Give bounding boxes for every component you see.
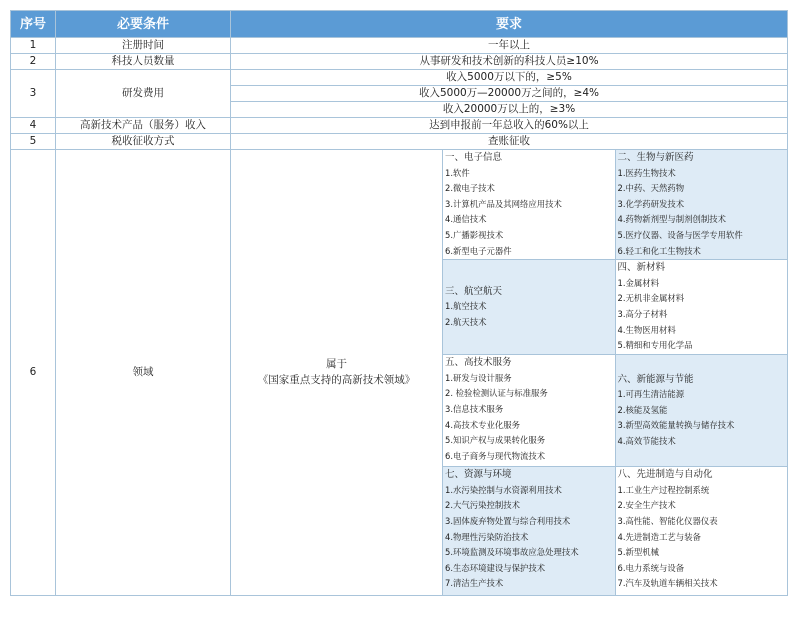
cell-serial: 4: [11, 118, 56, 134]
domain-item: 6.电子商务与现代物流技术: [445, 450, 546, 461]
domain-title: 二、生物与新医药: [617, 152, 694, 163]
cell-serial: 3: [11, 70, 56, 118]
domain-title: 四、新材料: [617, 262, 666, 274]
domain-item: 2.微电子技术: [445, 183, 495, 194]
requirements-table-wrapper: [10, 10, 788, 596]
cell-serial: 1: [11, 38, 56, 54]
domain-item: 2.安全生产技术: [617, 500, 676, 511]
cell-requirement: 查账征收: [231, 134, 788, 150]
table-row: [11, 118, 788, 134]
domain-item: 2.核能及氢能: [617, 404, 668, 415]
domain-item: 4.高效节能技术: [617, 436, 676, 447]
cell-serial: 5: [11, 134, 56, 150]
domain-title: 一、电子信息: [445, 152, 503, 163]
domain-block: [615, 355, 787, 467]
cell-requirement: 从事研发和技术创新的科技人员≥10%: [231, 54, 788, 70]
belong-catalog: 《国家重点支持的高新技术领域》: [257, 374, 416, 387]
header-requirement: 要求: [231, 11, 788, 38]
domain-item: 1.金属材料: [617, 277, 659, 288]
requirements-table: [10, 10, 788, 596]
header-condition: 必要条件: [56, 11, 231, 38]
domain-title: 三、航空航天: [445, 285, 503, 297]
domain-item: 2.无机非金属材料: [617, 293, 685, 304]
domain-item: 3.新型高效能量转换与储存技术: [617, 420, 735, 431]
domain-title: 七、资源与环境: [445, 469, 512, 481]
domain-item: 2.中药、天然药物: [617, 183, 685, 194]
cell-requirement: 达到申报前一年总收入的60%以上: [231, 118, 788, 134]
cell-condition: 领域: [56, 150, 231, 596]
domain-item: 1.航空技术: [445, 301, 487, 312]
table-row: [11, 70, 788, 86]
domain-item: 6.电力系统与设备: [617, 562, 685, 573]
domain-block: [443, 467, 615, 595]
domain-item: 2.航天技术: [445, 316, 487, 327]
belong-label: 属于: [326, 358, 347, 371]
cell-requirement: 收入5000万以下的，≥5%: [231, 70, 788, 86]
table-row: [11, 134, 788, 150]
domain-block: [443, 355, 615, 467]
domain-title: 五、高技术服务: [445, 357, 512, 369]
cell-condition: 注册时间: [56, 38, 231, 54]
domain-block: [615, 467, 787, 595]
domain-item: 2. 检验检测认证与标准服务: [445, 388, 548, 399]
cell-requirement: [231, 150, 443, 596]
domain-title: 八、先进制造与自动化: [617, 469, 713, 481]
domain-item: 4.高技术专业化服务: [445, 419, 520, 430]
domain-item: 1.工业生产过程控制系统: [617, 484, 710, 495]
domain-item: 5.知识产权与成果转化服务: [445, 435, 546, 446]
domain-grid-cell: [443, 150, 788, 596]
domain-item: 1.研发与设计服务: [445, 372, 512, 383]
domain-block: [615, 150, 787, 260]
domain-item: 6.轻工和化工生物技术: [617, 245, 701, 256]
domain-item: 4.物理性污染防治技术: [445, 531, 529, 542]
domain-item: 6.新型电子元器件: [445, 245, 512, 256]
header-serial: 序号: [11, 11, 56, 38]
domain-item: 6.生态环境建设与保护技术: [445, 562, 546, 573]
table-row: [11, 38, 788, 54]
domain-block: [443, 150, 615, 260]
domain-item: 5.广播影视技术: [445, 229, 504, 240]
domain-item: 1.医药生物技术: [617, 167, 676, 178]
table-row: [11, 150, 788, 596]
cell-condition: 科技人员数量: [56, 54, 231, 70]
cell-condition: 税收征收方式: [56, 134, 231, 150]
domain-item: 5.精细和专用化学品: [617, 340, 693, 351]
domain-block: [443, 260, 615, 355]
domain-block: [615, 260, 787, 355]
cell-condition: 高新技术产品（服务）收入: [56, 118, 231, 134]
domain-item: 5.医疗仪器、设备与医学专用软件: [617, 229, 743, 240]
domain-item: 4.先进制造工艺与装备: [617, 531, 701, 542]
domain-item: 1.软件: [445, 167, 470, 178]
domain-item: 3.化学药研发技术: [617, 198, 685, 209]
cell-serial: 2: [11, 54, 56, 70]
domain-item: 3.固体废弃物处置与综合利用技术: [445, 515, 571, 526]
domain-item: 7.清洁生产技术: [445, 578, 504, 589]
domain-item: 7.汽车及轨道车辆相关技术: [617, 578, 718, 589]
domain-item: 1.可再生清洁能源: [617, 389, 685, 400]
cell-requirement: 收入20000万以上的，≥3%: [231, 102, 788, 118]
domain-item: 4.生物医用材料: [617, 324, 676, 335]
domain-item: 4.通信技术: [445, 214, 487, 225]
domain-item: 5.新型机械: [617, 547, 659, 558]
domain-item: 3.高分子材料: [617, 308, 668, 319]
domain-item: 1.水污染控制与水资源利用技术: [445, 484, 562, 495]
domain-item: 4.药物新剂型与制剂创制技术: [617, 214, 726, 225]
table-header-row: [11, 11, 788, 38]
domain-item: 3.计算机产品及其网络应用技术: [445, 198, 562, 209]
cell-requirement: 一年以上: [231, 38, 788, 54]
domain-item: 3.高性能、智能化仪器仪表: [617, 515, 718, 526]
cell-condition: 研发费用: [56, 70, 231, 118]
cell-requirement: 收入5000万—20000万之间的，≥4%: [231, 86, 788, 102]
domain-item: 2.大气污染控制技术: [445, 500, 520, 511]
cell-serial: 6: [11, 150, 56, 596]
domain-grid: [443, 150, 787, 595]
domain-item: 3.信息技术服务: [445, 403, 504, 414]
domain-title: 六、新能源与节能: [617, 373, 694, 385]
table-row: [11, 54, 788, 70]
domain-item: 5.环境监测及环境事故应急处理技术: [445, 547, 579, 558]
